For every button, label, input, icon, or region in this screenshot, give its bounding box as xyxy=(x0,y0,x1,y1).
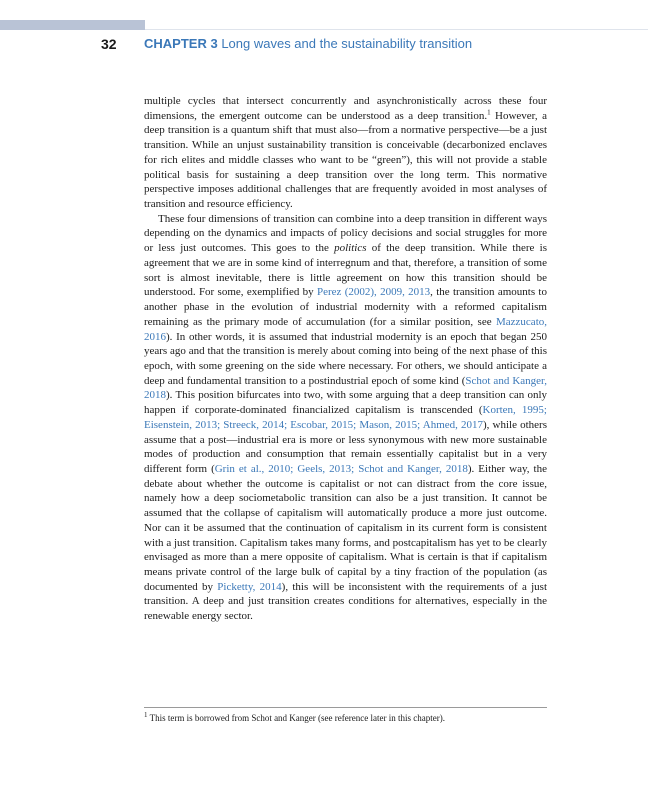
header-rule xyxy=(145,29,648,30)
citation-link[interactable]: Perez (2002), 2009, 2013 xyxy=(316,286,431,299)
footnote xyxy=(144,712,547,724)
paragraph-2: These four dimensions of transition can combine into a deep transition in different ways depending on the dynamics and impacts of policy decisions and social struggles for more or less just outcomes. This goes to the politics of the deep transition. While there is agreement that we are in some kind of interregnum and that, therefore, a transition of some sort is almost inevitable, there is little agreement on how this transition should be understood. For some, exemplified by Perez (2002), 2009, 2013, the transition amounts to another phase in the evolution of industrial modernity with a reformed capitalism remaining as the primary mode of accumulation (for a similar position, see Mazzucato, 2016). In other words, it is assumed that industrial modernity is an epoch that began 250 years ago and that the transition is merely about coming into being of the next phase of this epoch, with some greening on the side where necessary. For others, we should anticipate a deep and fundamental transition to a postindustrial epoch of some kind (Schot and Kanger, 2018). This position bifurcates into two, with some arguing that a deep transition can only happen if corporate-dominated financialized capitalism is transcended (Korten, 1995; Eisenstein, 2013; Streeck, 2014; Escobar, 2015; Mason, 2015; Ahmed, 2017), while others assume that a post—industrial era is more or less synonymous with new more sustainable modes of production and consumption that remain essentially capitalist but in a very different form (Grin et al., 2010; Geels, 2013; Schot and Kanger, 2018). Either way, the debate about whether the outcome is capitalist or not can distract from the core issue, namely how a deep sociometabolic transition can also be a just transition. It cannot be assumed that the collapse of capitalism will automatically produce a more just outcome. Nor can it be assumed that the continuation of capitalism in its current form is consistent with a just transition. Capitalism takes many forms, and postcapitalism has yet to be clearly envisaged as more than a mere opposite of capitalism. What is certain is that if capitalism means private control of the large bulk of capital by a tiny fraction of the population (as documented by Picketty, 2014), this will be inconsistent with the requirements of a just transition. A deep and just transition creates conditions for alternatives, especially in the renewable energy sector. xyxy=(144,212,547,623)
footnote-mark: 1 xyxy=(144,711,148,719)
chapter-title: Long waves and the sustainability transition xyxy=(221,36,473,51)
running-header xyxy=(0,36,648,54)
chapter-label: CHAPTER 3 xyxy=(144,36,218,51)
footnote-text: This term is borrowed from Schot and Kanger (see reference later in this chapter). xyxy=(147,713,445,723)
citation-link[interactable]: Grin et al., 2010; Geels, 2013; Schot and Kanger, 2018 xyxy=(214,462,468,475)
footnote-rule xyxy=(144,707,547,708)
emphasis-politics: politics xyxy=(334,242,367,255)
body-text xyxy=(144,94,547,624)
chapter-heading xyxy=(144,36,472,51)
citation-link[interactable]: Picketty, 2014 xyxy=(217,580,282,593)
citation-link[interactable]: Mazzucato, 2016 xyxy=(144,315,547,343)
paragraph-1: multiple cycles that intersect concurrently and asynchronistically across these four dimensions, the emergent outcome can be understood as a deep transition.$^1$ However, a deep transition is a quantum shift that must also—from a normative perspective—be a just transition. While an unjust sustainability transition is conceivable (decarbonized enclaves for rich elites and middle classes who want to be “green”), this will not provide a stable political basis for sustaining a deep transition over the long term. This normative perspective imposes additional challenges that are frequently avoided in most analyses of transition and resource efficiency. xyxy=(144,95,547,211)
header-decor-bar xyxy=(0,20,145,30)
citation-link[interactable]: Schot and Kanger, 2018 xyxy=(144,374,547,402)
citation-link[interactable]: Korten, 1995; Eisenstein, 2013; Streeck, 2014; Escobar, 2015; Mason, 2015; Ahmed, 2017 xyxy=(144,404,547,431)
footnote-ref[interactable]: 1 xyxy=(487,108,491,117)
page-number: 32 xyxy=(101,36,117,52)
